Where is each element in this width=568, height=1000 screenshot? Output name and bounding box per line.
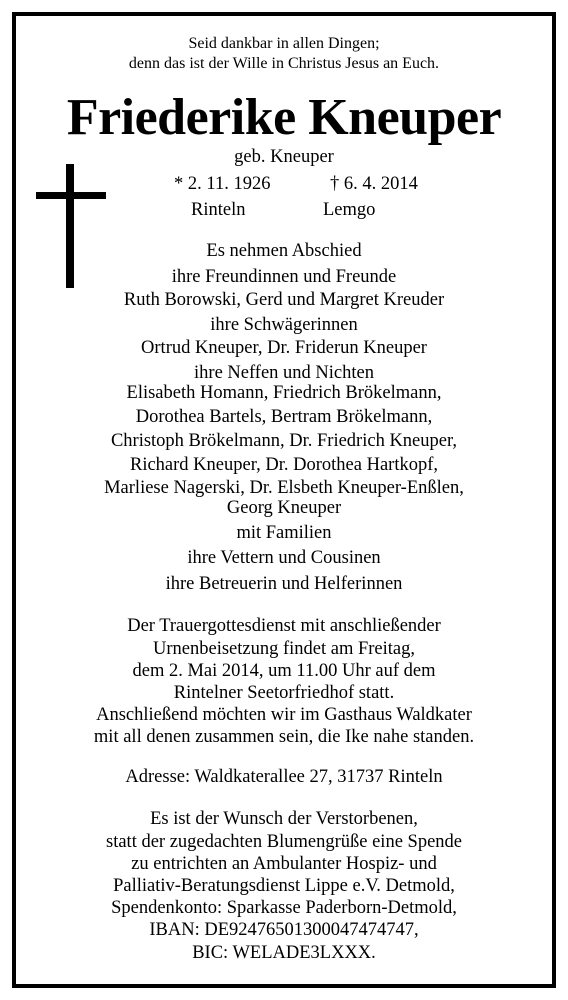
mourner-line: mit Familien bbox=[236, 523, 332, 543]
mourner-line: ihre Neffen und Nichten bbox=[194, 363, 374, 383]
deceased-name: Friederike Kneuper bbox=[66, 89, 502, 146]
service-line: Anschließend möchten wir im Gasthaus Waldkater bbox=[96, 705, 472, 725]
mourner-line: ihre Schwägerinnen bbox=[210, 315, 358, 335]
mourner-line: Ruth Borowski, Gerd und Margret Kreuder bbox=[123, 290, 445, 310]
donation-line: Es ist der Wunsch der Verstorbenen, bbox=[150, 809, 418, 829]
donation-line: Palliativ-Beratungsdienst Lippe e.V. Detmold, bbox=[113, 876, 455, 896]
service-line: Urnenbeisetzung findet am Freitag, bbox=[153, 639, 415, 659]
donation-line: statt der zugedachten Blumengrüße eine Spende bbox=[106, 832, 462, 852]
places-row bbox=[16, 198, 552, 222]
mourner-line: Es nehmen Abschied bbox=[206, 241, 362, 261]
motto-line: Seid dankbar in allen Dingen; bbox=[188, 35, 380, 52]
service-line: Rintelner Seetorfriedhof statt. bbox=[173, 683, 395, 703]
donation-line: Spendenkonto: Sparkasse Paderborn-Detmold, bbox=[111, 898, 457, 918]
service-line: dem 2. Mai 2014, um 11.00 Uhr auf dem bbox=[132, 661, 436, 681]
mourner-line: ihre Vettern und Cousinen bbox=[187, 548, 381, 568]
donation-line: IBAN: DE92476501300047474747, bbox=[149, 920, 419, 940]
death-date: † 6. 4. 2014 bbox=[330, 174, 418, 194]
mourner-line: ihre Betreuerin und Helferinnen bbox=[165, 574, 403, 594]
motto-line: denn das ist der Wille in Christus Jesus an Euch. bbox=[128, 55, 440, 72]
dates-row bbox=[16, 172, 552, 196]
mourner-line: ihre Freundinnen und Freunde bbox=[171, 267, 397, 287]
mourner-line: Richard Kneuper, Dr. Dorothea Hartkopf, bbox=[129, 455, 438, 475]
birth-name: geb. Kneuper bbox=[234, 147, 334, 167]
mourner-line: Elisabeth Homann, Friedrich Brökelmann, bbox=[126, 383, 442, 403]
donation-line: BIC: WELADE3LXXX. bbox=[192, 943, 376, 963]
mourner-line: Dorothea Bartels, Bertram Brökelmann, bbox=[135, 407, 433, 427]
donation-line: zu entrichten an Ambulanter Hospiz- und bbox=[131, 854, 437, 874]
mourner-line: Marliese Nagerski, Dr. Elsbeth Kneuper-Enßlen, bbox=[104, 478, 464, 498]
mourner-line: Christoph Brökelmann, Dr. Friedrich Kneuper, bbox=[110, 431, 458, 451]
mourner-line: Georg Kneuper bbox=[226, 498, 342, 518]
address-line: Adresse: Waldkaterallee 27, 31737 Rinteln bbox=[125, 767, 443, 787]
birth-date: * 2. 11. 1926 bbox=[174, 174, 271, 194]
service-line: mit all denen zusammen sein, die Ike nahe standen. bbox=[93, 727, 475, 747]
service-line: Der Trauergottesdienst mit anschließender bbox=[127, 616, 441, 636]
birth-place: Rinteln bbox=[191, 200, 246, 220]
mourner-line: Ortrud Kneuper, Dr. Friderun Kneuper bbox=[141, 338, 427, 358]
death-place: Lemgo bbox=[323, 200, 376, 220]
